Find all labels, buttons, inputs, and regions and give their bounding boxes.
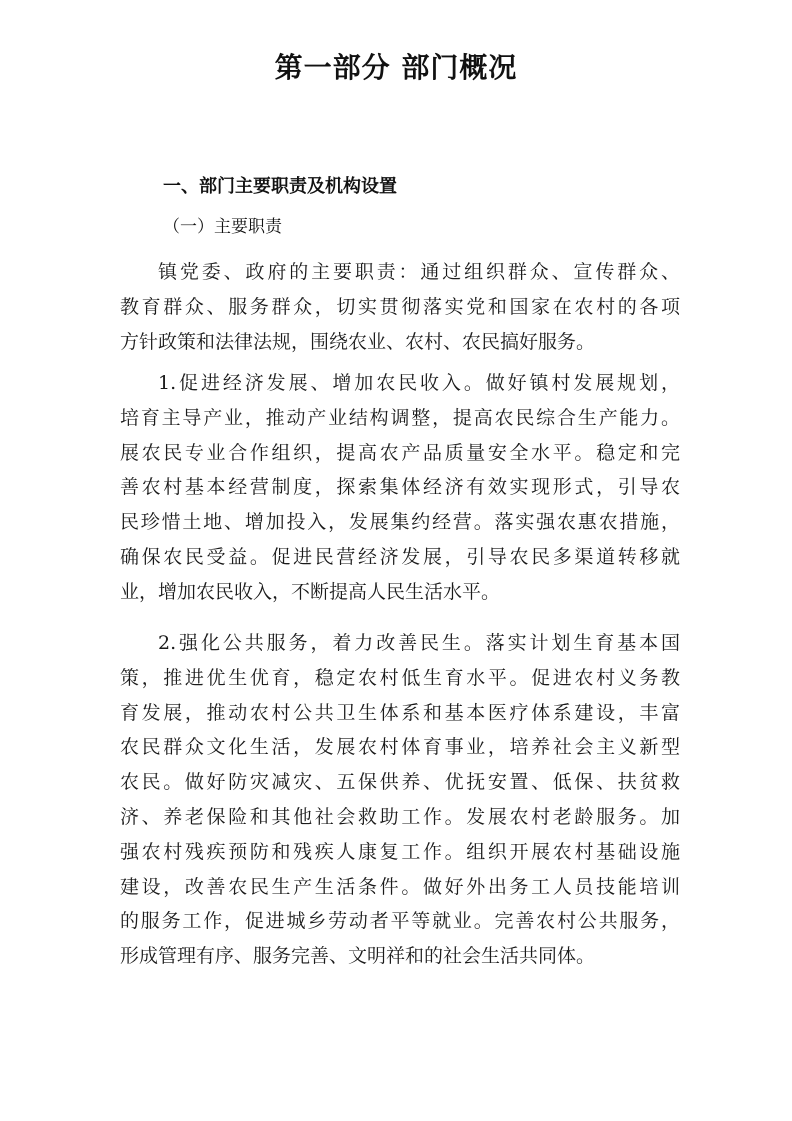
paragraph-economic-development — [120, 366, 680, 610]
paragraph-duties-intro — [120, 255, 680, 359]
paragraph-line: 1.促进经济发展、增加农民收入。做好镇村发展规划， — [158, 372, 680, 394]
paragraph-line: 确保农民受益。促进民营经济发展，引导农民多渠道转移就 — [120, 545, 680, 568]
paragraph-line: 方针政策和法律法规，围绕农业、农村、农民搞好服务。 — [120, 330, 596, 353]
paragraph-line: 农民。做好防灾减灾、五保供养、优抚安置、低保、扶贫救 — [120, 771, 680, 794]
page-title: 第一部分 部门概况 — [274, 51, 518, 84]
paragraph-line: 的服务工作，促进城乡劳动者平等就业。完善农村公共服务， — [120, 910, 680, 933]
paragraph-line: 2.强化公共服务，着力改善民生。落实计划生育基本国 — [158, 632, 680, 654]
paragraph-line: 策，推进优生优育，稳定农村低生育水平。促进农村义务教 — [120, 666, 680, 689]
paragraph-line: 济、养老保险和其他社会救助工作。发展农村老龄服务。加 — [120, 805, 680, 828]
paragraph-line: 善农村基本经营制度，探索集体经济有效实现形式，引导农 — [120, 476, 680, 499]
paragraph-line: 建设，改善农民生产生活条件。做好外出务工人员技能培训 — [120, 875, 680, 898]
section-heading: 一、部门主要职责及机构设置 — [163, 176, 397, 197]
paragraph-line: 民珍惜土地、增加投入，发展集约经营。落实强农惠农措施， — [120, 511, 680, 534]
paragraph-line: 育发展，推动农村公共卫生体系和基本医疗体系建设，丰富 — [120, 701, 680, 724]
paragraph-line: 培育主导产业，推动产业结构调整，提高农民综合生产能力。 — [120, 406, 680, 429]
paragraph-line: 强农村残疾预防和残疾人康复工作。组织开展农村基础设施 — [120, 840, 680, 863]
paragraph-public-services — [120, 626, 680, 974]
paragraph-line: 农民群众文化生活，发展农村体育事业，培养社会主义新型 — [120, 736, 680, 759]
subsection-heading: （一）主要职责 — [163, 217, 282, 237]
paragraph-line: 展农民专业合作组织，提高农产品质量安全水平。稳定和完 — [120, 441, 680, 464]
paragraph-line: 业，增加农民收入，不断提高人民生活水平。 — [120, 580, 501, 603]
paragraph-line: 镇党委、政府的主要职责：通过组织群众、宣传群众、 — [158, 261, 680, 283]
paragraph-line: 形成管理有序、服务完善、文明祥和的社会生活共同体。 — [120, 945, 596, 968]
paragraph-line: 教育群众、服务群众，切实贯彻落实党和国家在农村的各项 — [120, 295, 680, 318]
